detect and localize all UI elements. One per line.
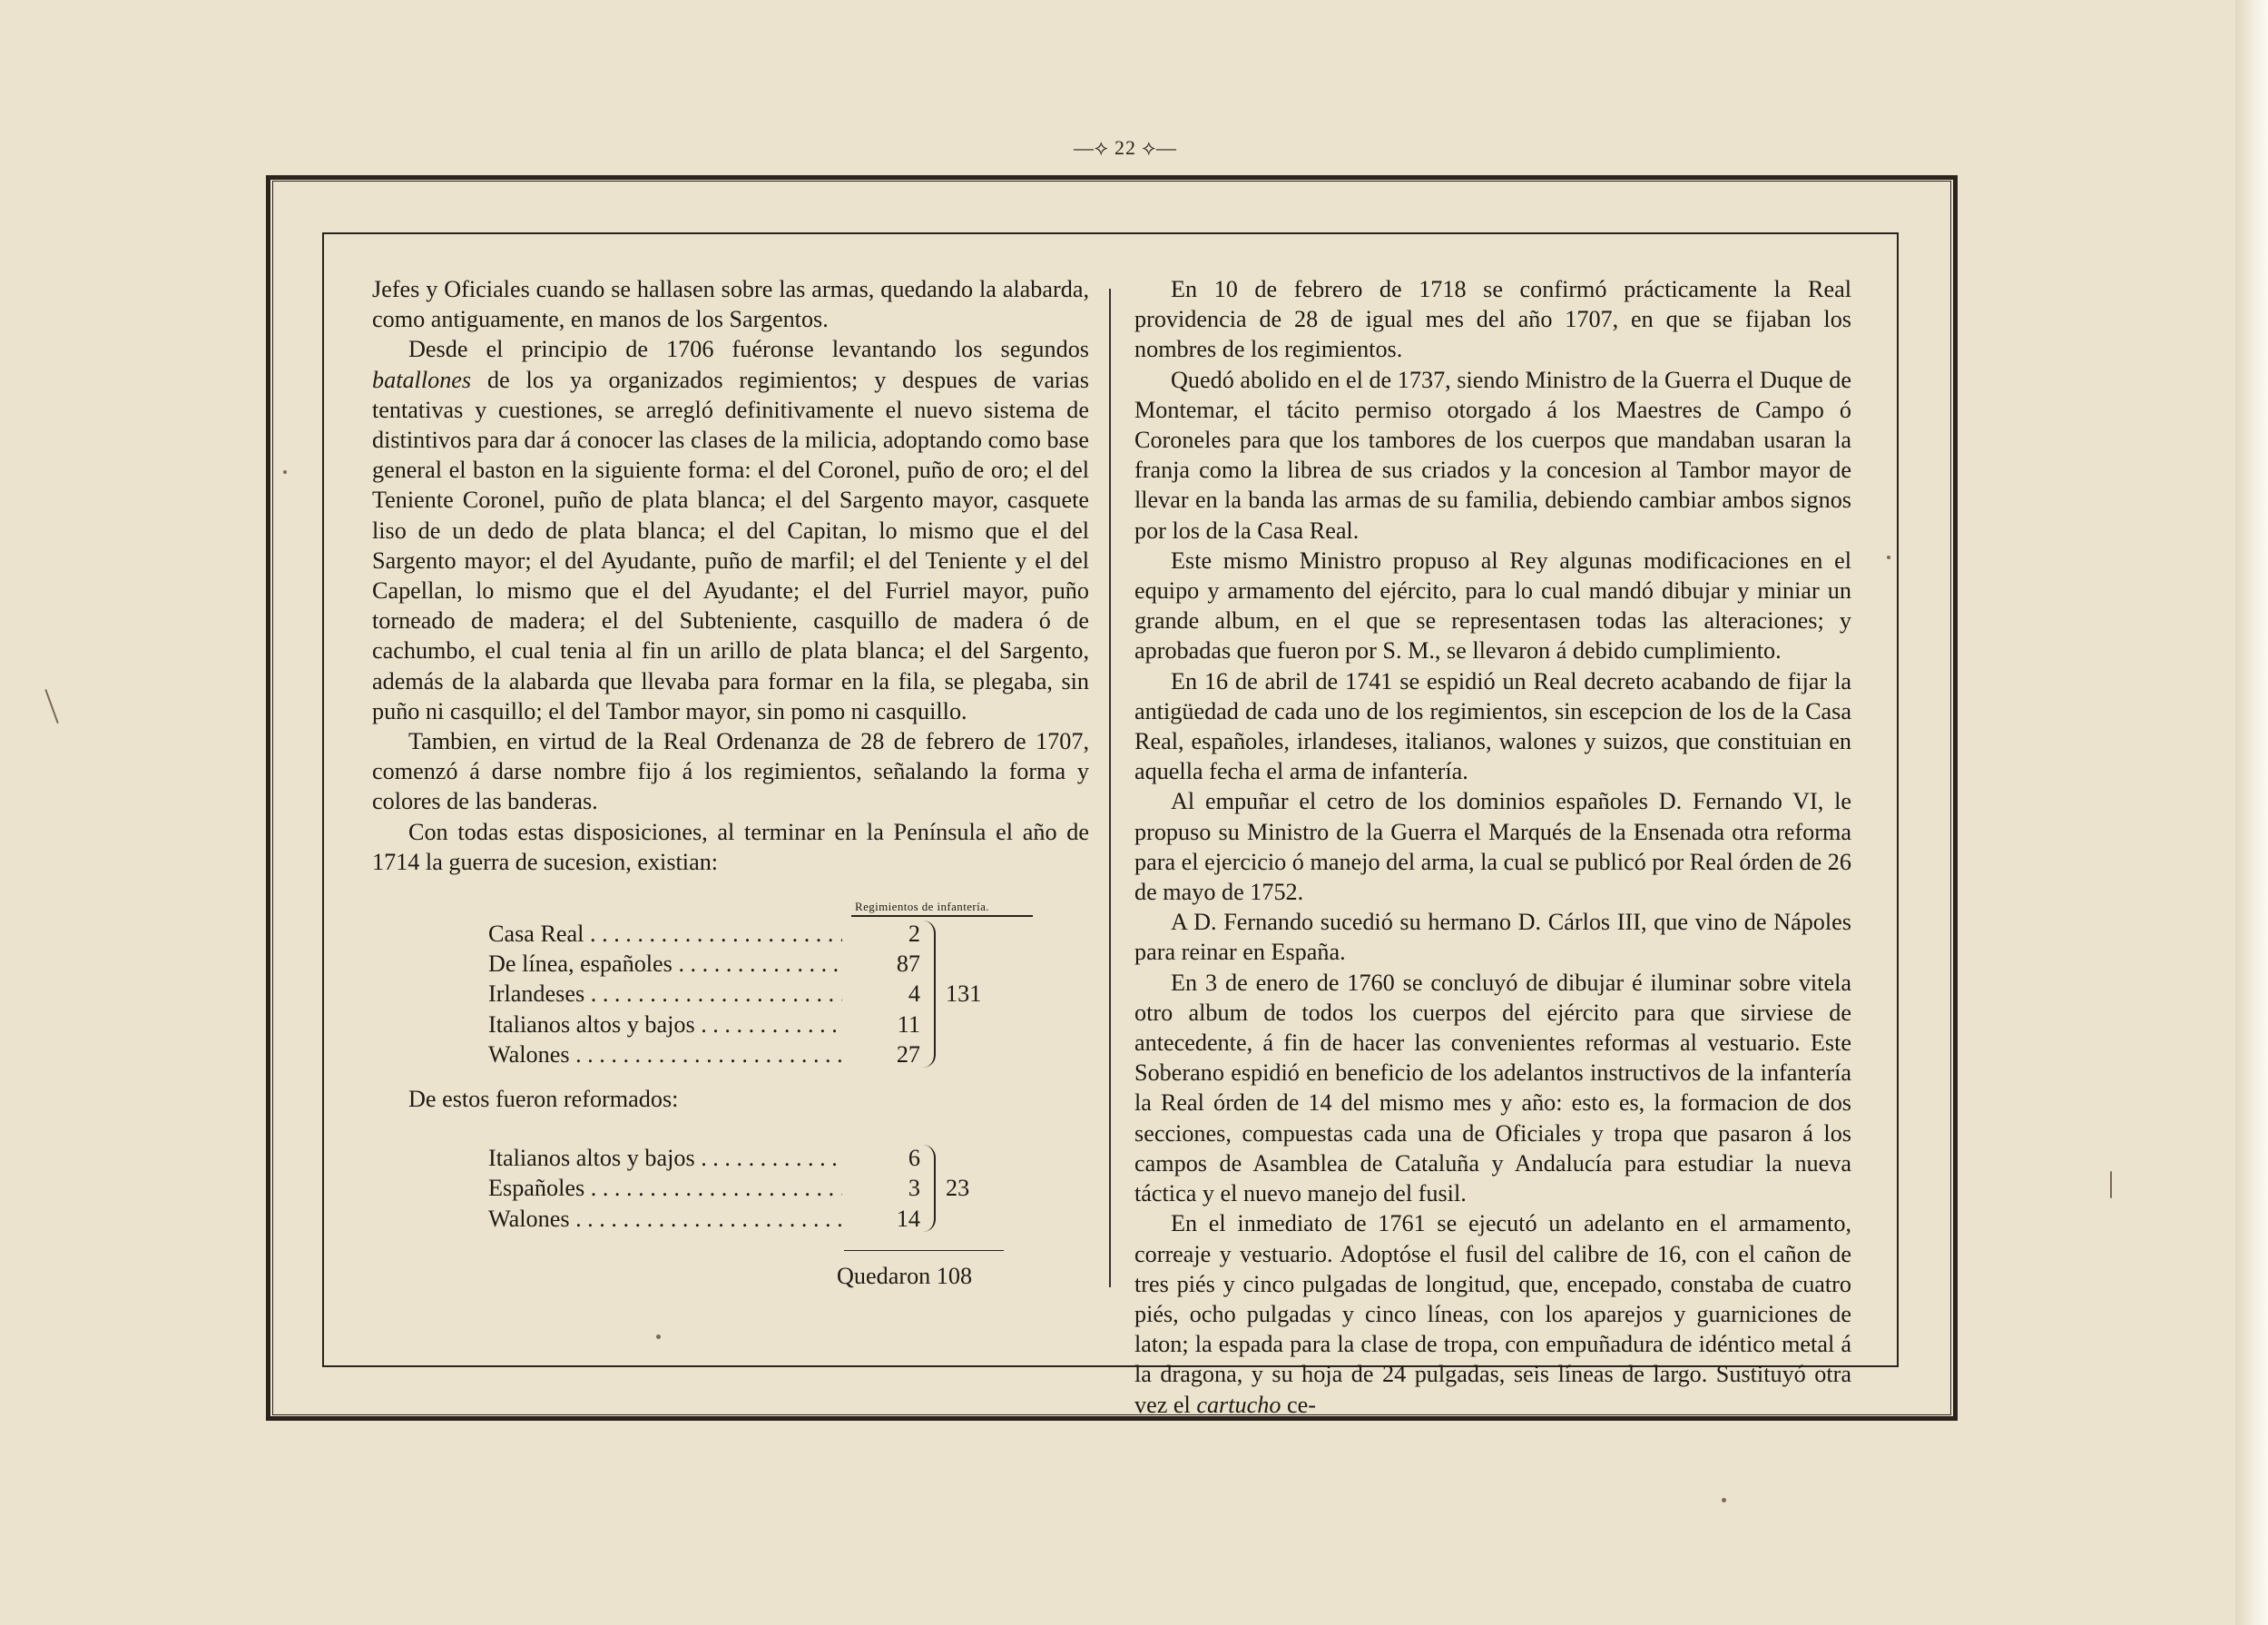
right-text-column bbox=[1134, 274, 1851, 1420]
table-row bbox=[372, 949, 1089, 979]
row-label: Irlandeses . . . bbox=[488, 979, 842, 1009]
paragraph: Al empuñar el cetro de los dominios españoles D. Fernando VI, le propuso su Ministro de la Guerra el Marqués de la Ensenada otra reforma para el ejercicio ó manejo del arma, la cual se publicó por Real órden de 26 de mayo de 1752. bbox=[1134, 788, 1851, 906]
table-header bbox=[372, 877, 1089, 914]
paper-mark bbox=[2110, 1171, 2112, 1198]
paragraph: Con todas estas disposiciones, al terminar en la Península el año de 1714 la guerra de sucesion, existian: bbox=[372, 818, 1089, 875]
row-value: 6 bbox=[842, 1143, 920, 1173]
paper-speck bbox=[283, 470, 287, 474]
page-number: —⟡ 22 ⟡— bbox=[1073, 136, 1178, 159]
row-label: Italianos altos y bajos . . . bbox=[488, 1143, 842, 1173]
remaining-total-text: Quedaron 108 bbox=[837, 1262, 973, 1289]
regiment-rows bbox=[372, 919, 1089, 1069]
row-label: Italianos altos y bajos . . . bbox=[488, 1009, 842, 1039]
reformed-heading bbox=[372, 1084, 1089, 1114]
text-run: Desde el principio de 1706 fuéronse levantando los segundos bbox=[408, 336, 1089, 363]
header-rule bbox=[851, 915, 1033, 917]
paragraph: En 16 de abril de 1741 se espidió un Real decreto acabando de fijar la antigüedad de cada uno de los regimientos, sin escepcion de los de la Casa Real, españoles, irlandeses, italianos, walones y suizos, que constituian en aquella fecha el arma de infantería. bbox=[1134, 667, 1851, 785]
table-row bbox=[372, 1173, 1089, 1203]
paragraph: Quedó abolido en el de 1737, siendo Ministro de la Guerra el Duque de Montemar, el tácito permiso otorgado á los Maestres de Campo ó Coroneles para que los tambores de los cuerpos que mandaban usaran la franja como la librea de sus criados y la concesion al Tambor mayor de llevar en la banda las armas de su familia, debiendo cambiar ambos signos por los de la Casa Real. bbox=[1134, 366, 1851, 544]
left-text-column bbox=[372, 274, 1089, 1291]
paragraph: Jefes y Oficiales cuando se hallasen sobre las armas, quedando la alabarda, como antiguamente, en manos de los Sargentos. bbox=[372, 276, 1089, 333]
row-value: 11 bbox=[842, 1009, 920, 1039]
reformed-rows bbox=[372, 1143, 1089, 1234]
row-value: 4 bbox=[842, 979, 920, 1009]
italic-term: batallones bbox=[372, 366, 472, 393]
row-value: 3 bbox=[842, 1173, 920, 1203]
paragraph: Tambien, en virtud de la Real Ordenanza de 28 de febrero de 1707, comenzó á darse nombre fijo á los regimientos, señalando la forma y colores de las banderas. bbox=[372, 728, 1089, 815]
paragraph bbox=[372, 334, 1089, 726]
paper-mark bbox=[44, 689, 59, 724]
paper-speck bbox=[1722, 1498, 1726, 1502]
row-value: 27 bbox=[842, 1039, 920, 1069]
table-header-label: Regimientos de infantería. bbox=[855, 900, 989, 914]
group-brace bbox=[919, 921, 936, 1068]
text-run: de los ya organizados regimientos; y despues de varias tentativas y cuestiones, se arregló definitivamente el nuevo sistema de distintivos para dar á conocer las clases de la milicia, adoptando como base general el baston en la siguiente forma: el del Coronel, puño de oro; el del Teniente Coronel, puño de plata blanca; el del Sargento mayor, casquete liso de un dedo de plata blanca; el del Capitan, lo mismo que el del Sargento mayor; el del Ayudante, puño de marfil; el del Teniente y el del Capellan, lo mismo que el del Ayudante; el del Furriel mayor, puño torneado de madera; el del Subteniente, casquillo de madera ó de cachumbo, el cual tenia al fin un arillo de plata blanca; el del Sargento, además de la alabarda que llevaba para formar en la fila, se plegaba, sin puño ni casquillo; el del Tambor mayor, sin pomo ni casquillo. bbox=[372, 366, 1089, 724]
paragraph: A D. Fernando sucedió su hermano D. Cárlos III, que vino de Nápoles para reinar en España. bbox=[1134, 909, 1851, 966]
table-row bbox=[372, 979, 1089, 1009]
paper-speck bbox=[1887, 556, 1890, 559]
paragraph: En 10 de febrero de 1718 se confirmó prácticamente la Real providencia de 28 de igual mes del año 1707, en que se fijaban los nombres de los regimientos. bbox=[1134, 276, 1851, 363]
spacer bbox=[372, 1114, 1089, 1132]
paragraph bbox=[1134, 1208, 1851, 1419]
regiments-table bbox=[372, 877, 1089, 1291]
paper-speck bbox=[656, 1334, 661, 1339]
remaining-total bbox=[372, 1261, 1089, 1291]
row-label: Walones . . . bbox=[488, 1039, 842, 1069]
table-row bbox=[372, 1204, 1089, 1234]
row-label: Walones . . . bbox=[488, 1204, 842, 1234]
table-row bbox=[372, 1009, 1089, 1039]
row-label: De línea, españoles . . . bbox=[488, 949, 842, 979]
table-row bbox=[372, 1143, 1089, 1173]
group-total: 23 bbox=[946, 1175, 970, 1202]
row-label: Españoles . . . bbox=[488, 1173, 842, 1203]
text-run: ce- bbox=[1281, 1391, 1316, 1418]
paragraph: En 3 de enero de 1760 se concluyó de dibujar é iluminar sobre vitela otro album de todos los cuerpos del ejército para que sirviese de antecedente, á fin de hacer las convenientes reformas al vestuario. Este Soberano espidió en beneficio de los adelantos instructivos de la infantería la Real órden de 14 del mismo mes y año: esto es, la formacion de dos secciones, compuestas cada una de Oficiales y tropa que pasaron á los campos de Asamblea de Cataluña y Andalucía para estudiar la nueva táctica y el nuevo manejo del fusil. bbox=[1134, 969, 1851, 1207]
text-run: En el inmediato de 1761 se ejecutó un adelanto en el armamento, correaje y vestuario. Adoptóse el fusil del calibre de 16, con el cañon de tres piés y cinco pulgadas de longitud, que, encepado, constaba de cuatro piés, ocho pulgadas y cinco líneas, con los aparejos y guarniciones de laton; la espada para la clase de tropa, con empuñadura de idéntico metal á la dragona, y su hoja de 24 pulgadas, seis líneas de largo. Sustituyó otra vez el bbox=[1134, 1210, 1851, 1418]
row-value: 2 bbox=[842, 919, 920, 949]
row-value: 87 bbox=[842, 949, 920, 979]
paragraph: Este mismo Ministro propuso al Rey algunas modificaciones en el equipo y armamento del ejército, para lo cual mandó dibujar y miniar un grande album, en el que se representasen todas las alteraciones; y aprobadas que fueron por S. M., se llevaron á debido cumplimiento. bbox=[1134, 547, 1851, 665]
group-total: 131 bbox=[946, 980, 982, 1008]
total-rule-row bbox=[372, 1234, 1089, 1261]
italic-term: cartucho bbox=[1196, 1391, 1281, 1418]
table-row bbox=[372, 919, 1089, 949]
column-divider bbox=[1109, 289, 1111, 1287]
total-rule bbox=[844, 1250, 1004, 1252]
row-label: Casa Real . . . bbox=[488, 919, 842, 949]
reformed-heading-text: De estos fueron reformados: bbox=[408, 1086, 679, 1112]
group-brace bbox=[919, 1145, 936, 1232]
book-spine-edge bbox=[2235, 0, 2268, 1625]
row-value: 14 bbox=[842, 1204, 920, 1234]
table-row bbox=[372, 1039, 1089, 1069]
